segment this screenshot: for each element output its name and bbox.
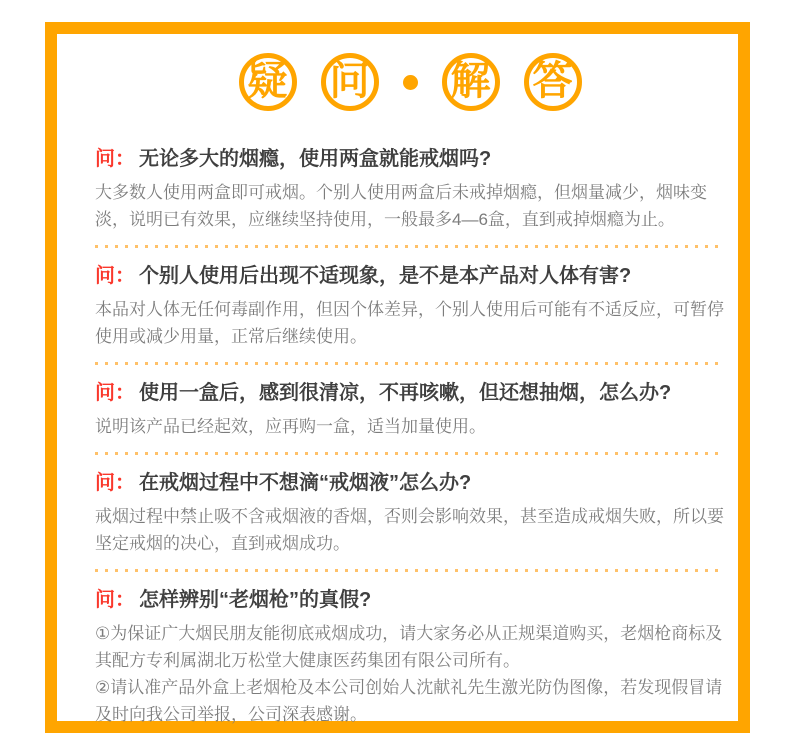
ask-label: 问： <box>95 148 135 170</box>
dot-icon <box>403 75 418 90</box>
qa-item-4 <box>95 471 725 572</box>
qa-item-3 <box>95 381 725 455</box>
answer-text: 大多数人使用两盒即可戒烟。个别人使用两盒后未戒掉烟瘾，但烟量减少，烟味变淡，说明已有效果，应继续坚持使用，一般最多4—6盒，直到戒掉烟瘾为止。 <box>95 183 707 229</box>
dotted-divider <box>95 362 725 365</box>
question-text: 个别人使用后出现不适现象，是不是本产品对人体有害? <box>139 265 632 287</box>
question-text: 在戒烟过程中不想滴“戒烟液”怎么办? <box>139 472 472 494</box>
question-text: 无论多大的烟瘾，使用两盒就能戒烟吗? <box>139 148 492 170</box>
dotted-divider <box>95 245 725 248</box>
ask-label: 问： <box>95 265 135 287</box>
section-title-header <box>95 53 725 111</box>
question-line <box>95 264 725 289</box>
ask-label: 问： <box>95 382 135 404</box>
title-badge-jie: 解 <box>442 53 500 111</box>
title-badge-da: 答 <box>524 53 582 111</box>
answer-text: 本品对人体无任何毒副作用，但因个体差异，个别人使用后可能有不适反应，可暂停使用或减少用量，正常后继续使用。 <box>95 300 724 346</box>
answer-text: ②请认准产品外盒上老烟枪及本公司创始人沈献礼先生激光防伪图像，若发现假冒请及时向我公司举报，公司深表感谢。 <box>95 678 723 724</box>
title-badge-wen: 问 <box>321 53 379 111</box>
ask-label: 问： <box>95 472 135 494</box>
title-badge-yi: 疑 <box>239 53 297 111</box>
question-line <box>95 588 725 613</box>
question-text: 怎样辨别“老烟枪”的真假? <box>139 589 372 611</box>
answer-text: 戒烟过程中禁止吸不含戒烟液的香烟，否则会影响效果，甚至造成戒烟失败，所以要坚定戒烟的决心，直到戒烟成功。 <box>95 507 724 553</box>
content-frame <box>45 22 750 733</box>
qa-item-5 <box>95 588 725 728</box>
dotted-divider <box>95 569 725 572</box>
question-line <box>95 147 725 172</box>
ask-label: 问： <box>95 589 135 611</box>
qa-item-1 <box>95 147 725 248</box>
qa-item-2 <box>95 264 725 365</box>
question-text: 使用一盒后，感到很清凉，不再咳嗽，但还想抽烟，怎么办? <box>139 382 672 404</box>
question-line <box>95 471 725 496</box>
question-line <box>95 381 725 406</box>
answer-text: ①为保证广大烟民朋友能彻底戒烟成功，请大家务必从正规渠道购买，老烟枪商标及其配方专利属湖北万松堂大健康医药集团有限公司所有。 <box>95 624 723 670</box>
dotted-divider <box>95 452 725 455</box>
answer-text: 说明该产品已经起效，应再购一盒，适当加量使用。 <box>95 417 486 436</box>
